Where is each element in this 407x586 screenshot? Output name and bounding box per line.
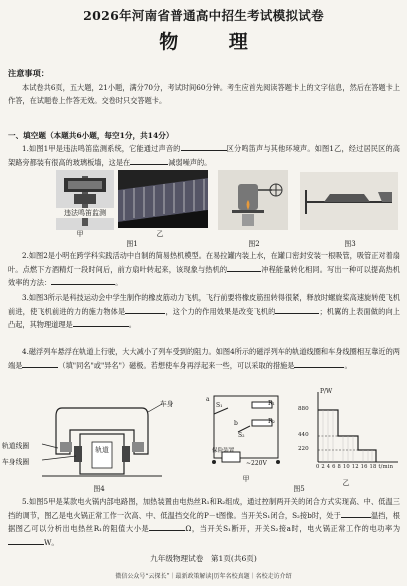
notice-heading: 注意事项： (8, 68, 49, 78)
figure-3-image (300, 172, 398, 230)
question-1: 1.如图1甲是违法鸣笛监测系统，它能通过声音的 区分鸣笛声与其他环境声。如图1乙，经过居民区的高架路旁都装有很高的玻璃板墙，这是在 减弱噪声的。 (8, 144, 400, 167)
page-footer-sub: 微信公众号“云探长”｜最新政策解读|历年名校真题｜名校走访介绍 (115, 573, 292, 580)
fig5-xticks: 0 2 4 6 8 10 12 16 18 t/min (316, 464, 394, 470)
figure-1-caption: 图1 (126, 240, 138, 248)
figure-4-caption: 图4 (93, 485, 105, 493)
fig5-ytick-880: 880 (298, 406, 309, 412)
fig5-s1: S₁ (216, 402, 223, 409)
subject-title: 物 理 (159, 31, 270, 53)
notice-text: 本试卷共6页，五大题，21小题，满分70分，考试时间60分钟。考生应首先阅读答题卡上的文字信息，然后在答题卡上作答，在试题卷上作答无效。交卷时只交答题卡。 (8, 83, 400, 105)
fig5-switch-a: a (206, 396, 210, 403)
fig5-s2: S₂ (238, 432, 245, 439)
fig5-ytick-440: 440 (298, 432, 309, 438)
figure-2-caption: 图2 (248, 240, 260, 248)
question-2: 2.如图2是小明在跨学科实践活动中自制的简易热机模型。在易拉罐内装上水，在罐口密封安装一根吸管，吸管正对着扇叶。点燃下方酒精灯一段时间后，前方扇叶转起来，该现象与热机的 冲程能量转化相同。写出一种可以提高热机效率的方法： 。 (8, 251, 400, 288)
figure-5-caption: 图5 (293, 485, 305, 493)
page-footer: 九年级物理试卷 第1页(共6页) (150, 554, 257, 563)
figure-5b-graph (298, 388, 404, 478)
question-5: 5.如图5甲是某款电火锅内部电路图，加热装置由电热丝R₁和R₂组成，通过控制两开关的闭合方式实现高、中、低温三挡的调节，图乙是电火锅正常工作一次高、中、低温挡交化的P－t图像。当开关S₁闭合，S₂接b时，处于 温挡，根据图乙可以分析出电热丝R₁的阻值大小是 Ω，当开关S₁断开，开关S₂接a时，电火锅正常工作的电功率为W。 (8, 497, 401, 547)
fig5-r2: R₂ (268, 418, 275, 425)
question-3: 3.如图3所示是科技运动会中学生制作的橡皮筋动力飞机，飞行前要将橡皮筋扭转得很紧，释放时螺旋桨高速旋转使飞机前进，使飞机前进的力的施力物体是 ，这个力的作用效果是改变飞机的 ；机翼的上表面做的向上凸起，其物理道理是 。 (8, 293, 400, 330)
fig5-r1: R₁ (268, 400, 275, 407)
figure-2-image (218, 170, 288, 230)
fig4-track-label: 轨道 (95, 446, 109, 454)
figure-1a-image (56, 170, 114, 230)
fig4-body-coil-label: 车身线圈 (2, 458, 30, 466)
figure-1a-label: 违法鸣笛监测 (56, 208, 114, 218)
fig5-voltage-label: ~220V (246, 460, 267, 467)
fig4-track-coil-label: 轨道线圈 (2, 442, 30, 450)
fig5-fuse-label: 保险装置 (212, 448, 235, 454)
figure-1a-sub: 甲 (76, 230, 84, 238)
fig5-ytick-220: 220 (298, 446, 309, 452)
question-4: 4.磁浮列车悬浮在轨道上行驶，大大减小了列车受到的阻力。如图4所示的磁浮列车的轨道线圈和车身线圈相互靠近的两端是 （填"同名"或"异名"）磁极。若想使车身再浮起来一些，可以采取的措施是 。 (8, 347, 400, 370)
fig4-car-label: 车身 (160, 400, 174, 408)
figure-5a-sub: 甲 (242, 475, 250, 483)
figure-1b-sub: 乙 (156, 230, 164, 238)
exam-title: 2026年河南省普通高中招生考试模拟试卷 (83, 8, 324, 23)
figure-3-caption: 图3 (344, 240, 356, 248)
fig5-y-axis-label: P/W (320, 388, 333, 395)
figure-5b-sub: 乙 (342, 479, 350, 487)
fig5-switch-b: b (234, 420, 238, 427)
section-heading: 一、填空题（本题共6小题，每空1分，共14分） (8, 131, 174, 140)
figure-4-diagram (22, 390, 182, 482)
figure-1b-image (118, 170, 208, 228)
